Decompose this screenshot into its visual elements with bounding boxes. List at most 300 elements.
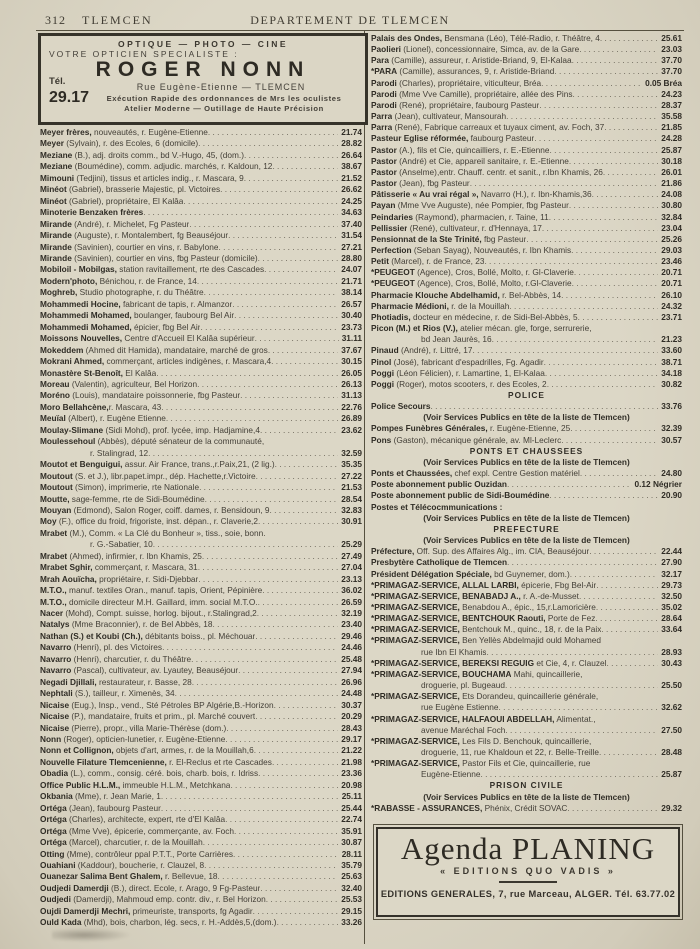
entry-name: Mimouni bbox=[40, 172, 75, 183]
directory-entry bbox=[371, 256, 682, 267]
phone-number: 32.50 bbox=[661, 590, 682, 601]
directory-entry bbox=[371, 669, 682, 680]
dot-leader bbox=[570, 569, 658, 580]
entry-detail: Ben Yellès Abdelmajid ould Mohamed bbox=[459, 635, 601, 646]
entry-name: Parra bbox=[371, 111, 393, 122]
entry-detail: (Simon), imprimerie, rte Nationale bbox=[72, 482, 200, 493]
optician-ad-name: ROGER NONN bbox=[95, 58, 311, 81]
entry-name: Nouvelle Filature Tlemcenienne, bbox=[40, 756, 167, 767]
entry-detail: (Mme), r. Jean Marie, 1 bbox=[72, 791, 161, 802]
directory-entry bbox=[371, 122, 682, 133]
dot-leader bbox=[202, 551, 338, 562]
page-number: 312 bbox=[45, 13, 66, 27]
entry-name: Obadia bbox=[40, 768, 69, 779]
directory-entry bbox=[371, 178, 682, 189]
optician-ad-categories: OPTIQUE — PHOTO — CINE bbox=[117, 39, 289, 49]
entry-name: Moutte, bbox=[40, 493, 70, 504]
agenda-ad bbox=[376, 827, 680, 917]
directory-entry bbox=[40, 448, 362, 459]
dot-leader bbox=[549, 212, 659, 223]
entry-detail: (André), r. Littré, 17 bbox=[398, 345, 473, 356]
directory-entry bbox=[371, 803, 682, 814]
entry-detail: r. G.-Sabatier, 10 bbox=[90, 539, 153, 550]
entry-name: Moulay-Slimane bbox=[40, 424, 104, 435]
directory-entry bbox=[371, 647, 682, 658]
directory-entry bbox=[40, 791, 362, 802]
phone-number: 21.71 bbox=[341, 275, 362, 286]
directory-entry bbox=[371, 55, 682, 66]
entry-detail: boulanger, faubourg Bel Air bbox=[131, 310, 235, 321]
dot-leader bbox=[580, 468, 658, 479]
directory-entry bbox=[40, 768, 362, 779]
phone-number: 22.76 bbox=[341, 401, 362, 412]
dot-leader bbox=[554, 66, 658, 77]
dot-leader bbox=[505, 680, 658, 691]
entry-name: Picon (M.) et Rios (V.), bbox=[371, 323, 458, 334]
phone-number: 21.85 bbox=[661, 122, 682, 133]
entry-detail: (P.), mandataire, fruits et prim., pl. Marché couvert bbox=[69, 711, 256, 722]
entry-name: M.T.O., bbox=[40, 585, 67, 596]
entry-detail: (Camille), assureur, r. Aristide-Briand, 9, El-Kalaa bbox=[389, 55, 572, 66]
phone-number: 32.83 bbox=[341, 504, 362, 515]
entry-detail: (Mhd), bois, charbon, lég. secs, r. H.-Addès,5,(dom.) bbox=[81, 917, 277, 928]
entry-detail: (Mme Vve Auguste), née Pompier, fbg Pasteur bbox=[395, 200, 569, 211]
directory-entry bbox=[40, 894, 362, 905]
phone-number: 30.87 bbox=[341, 837, 362, 848]
directory-entry bbox=[40, 539, 362, 550]
directory-entry bbox=[40, 574, 362, 585]
optician-ad-phone bbox=[49, 76, 89, 107]
entry-detail: domicile directeur M.H. Gaillard, imm. social M.T.O. bbox=[66, 596, 258, 607]
directory-entry bbox=[40, 459, 362, 470]
entry-detail: (B.), direct. Ecole, r. Arago, 9 Fg-Pasteur bbox=[108, 882, 261, 893]
optician-ad-address: Rue Eugène-Etienne — TLEMCEN bbox=[136, 82, 306, 92]
phone-number: 28.64 bbox=[661, 613, 682, 624]
entry-name: Poggi bbox=[371, 367, 395, 378]
entry-name: Ponts et Chaussées, bbox=[371, 468, 453, 479]
entry-name: Meziane bbox=[40, 149, 73, 160]
entry-name: Minoterie Benzaken frères bbox=[40, 207, 144, 218]
dot-leader bbox=[257, 608, 338, 619]
directory-entry bbox=[371, 714, 682, 725]
entry-name: Mohammedi Mohamed, bbox=[40, 321, 132, 332]
phone-number: 0.12 Négrier bbox=[634, 479, 682, 490]
entry-name: Ortéga bbox=[40, 837, 67, 848]
dot-leader bbox=[198, 574, 338, 585]
directory-entry bbox=[40, 631, 362, 642]
dot-leader bbox=[244, 173, 338, 184]
entry-name: Président Délégation Spéciale, bbox=[371, 568, 492, 579]
directory-entry bbox=[371, 591, 682, 602]
phone-number: 27.50 bbox=[661, 724, 682, 735]
directory-entry bbox=[371, 368, 682, 379]
optician-ad-service1: Exécution Rapide des ordonnances de Mrs les oculistes bbox=[106, 93, 342, 103]
entry-detail: (S. et J.), libr.papet.impr., dép. Hachette,r.Victoire bbox=[72, 470, 256, 481]
cross-reference-note: (Voir Services Publics en tête de la liste de Tlemcen) bbox=[423, 535, 630, 546]
entry-name: Poggi bbox=[371, 378, 395, 389]
header-rule bbox=[36, 30, 684, 31]
entry-name: Natalys bbox=[40, 619, 70, 630]
directory-entry bbox=[40, 299, 362, 310]
phone-number: 26.89 bbox=[341, 413, 362, 424]
dot-leader bbox=[208, 127, 338, 138]
entry-detail: (Camille), assurances, 9, r. Aristide-Briand bbox=[397, 66, 555, 77]
agenda-ad-title: Agenda PLANING bbox=[400, 831, 656, 866]
dot-leader bbox=[253, 906, 339, 917]
phone-number: 28.80 bbox=[341, 252, 362, 263]
entry-name: Mrabet Sghir, bbox=[40, 562, 93, 573]
phone-number: 23.40 bbox=[341, 619, 362, 630]
directory-entry bbox=[371, 769, 682, 780]
optician-ad-service2: Atelier Moderne — Outillage de Haute Précision bbox=[124, 104, 324, 113]
entry-name: Presbytère Catholique de Tlemcen bbox=[371, 557, 508, 568]
page-department: DEPARTEMENT DE TLEMCEN bbox=[250, 13, 450, 27]
phone-number: 38.14 bbox=[341, 287, 362, 298]
cross-reference-note: (Voir Services Publics en tête de la liste de Tlemcen) bbox=[423, 791, 630, 802]
phone-number: 24.23 bbox=[661, 88, 682, 99]
entry-name: Minéot bbox=[40, 195, 67, 206]
entry-detail: (A.), fils et Cie, quincailliers, r. E.-Etienne bbox=[396, 144, 550, 155]
entry-detail: sage-femme, rte de Sidi-Boumédine bbox=[69, 493, 205, 504]
entry-detail: (René), cultivateur, r. d'Hennaya, 17 bbox=[407, 222, 542, 233]
entry-detail: (Mme), contrôleur ppal P.T.T., Porte Carrières bbox=[64, 848, 234, 859]
entry-detail: (André), r. Michelet, Fg Pasteur bbox=[71, 218, 190, 229]
directory-entry bbox=[40, 219, 362, 230]
dot-leader bbox=[161, 791, 339, 802]
phone-number: 37.67 bbox=[341, 344, 362, 355]
directory-entry bbox=[40, 803, 362, 814]
entry-name: Otting bbox=[40, 848, 65, 859]
directory-entry bbox=[40, 494, 362, 505]
dot-leader bbox=[213, 619, 339, 630]
directory-entry bbox=[371, 301, 682, 312]
phone-number: 30.18 bbox=[661, 155, 682, 166]
directory-entry bbox=[371, 200, 682, 211]
directory-entry bbox=[40, 276, 362, 287]
dot-leader bbox=[218, 871, 339, 882]
dot-leader bbox=[574, 267, 658, 278]
dot-leader bbox=[275, 459, 339, 470]
entry-name: Navarro bbox=[40, 665, 72, 676]
dot-leader bbox=[561, 435, 658, 446]
entry-name: M.T.O., bbox=[40, 596, 67, 607]
page-header bbox=[0, 13, 700, 29]
directory-entry bbox=[40, 356, 362, 367]
dot-leader bbox=[499, 702, 659, 713]
dot-leader bbox=[604, 122, 658, 133]
dot-leader bbox=[204, 860, 338, 871]
directory-entry bbox=[371, 635, 682, 646]
directory-entry bbox=[371, 111, 682, 122]
directory-entry bbox=[371, 702, 682, 713]
entry-name: Paolieri bbox=[371, 44, 401, 55]
directory-entry bbox=[40, 471, 362, 482]
entry-name: *PRIMAGAZ-SERVICE, bbox=[371, 624, 460, 635]
dot-leader bbox=[596, 580, 658, 591]
dot-leader bbox=[175, 688, 339, 699]
dot-leader bbox=[270, 505, 339, 516]
phone-number: 32.40 bbox=[341, 882, 362, 893]
directory-entry bbox=[371, 546, 682, 557]
entry-name: Pinaud bbox=[371, 345, 399, 356]
directory-entry bbox=[371, 290, 682, 301]
dot-leader bbox=[226, 723, 338, 734]
phone-number: 25.29 bbox=[341, 539, 362, 550]
directory-entry bbox=[40, 242, 362, 253]
directory-entry bbox=[40, 814, 362, 825]
entry-detail: primeuriste, transports, fg Agadir bbox=[130, 905, 253, 916]
phone-number: 34.63 bbox=[341, 207, 362, 218]
entry-detail: Les Fils D. Benchouk, quincaillerie, bbox=[459, 735, 592, 746]
entry-name: Negadi Djillali, bbox=[40, 676, 97, 687]
entry-name: Mirande bbox=[40, 218, 72, 229]
entry-name: Pastor bbox=[371, 155, 397, 166]
entry-name: *PRIMAGAZ-SERVICE, BEREKSI REGUIG bbox=[371, 657, 535, 668]
phone-number: 32.59 bbox=[341, 447, 362, 458]
dot-leader bbox=[234, 826, 338, 837]
dot-leader bbox=[166, 413, 338, 424]
phone-number: 32.62 bbox=[661, 702, 682, 713]
entry-detail: Benabdou A., épic., 15,r.Lamoricière bbox=[459, 601, 596, 612]
entry-name: Ouahiani bbox=[40, 860, 76, 870]
entry-detail: (Lionel), concessionnaire, Simca, av. de la Gare bbox=[400, 44, 580, 55]
entry-detail: droguerie, 11, rue Khaldoun et 22, r. Belle-Treille bbox=[421, 747, 600, 757]
entry-detail: (Mme Vve), épicerie, commerçante, av. Foch bbox=[66, 825, 234, 836]
directory-entry bbox=[40, 345, 362, 356]
phone-number: 26.05 bbox=[341, 367, 362, 378]
page-city: TLEMCEN bbox=[82, 13, 153, 27]
dot-leader bbox=[225, 734, 338, 745]
entry-detail: (Roger), opticien-lunetier, r. Eugène-Etienne bbox=[61, 734, 226, 745]
entry-name: Parodi bbox=[371, 99, 397, 110]
phone-number: 23.62 bbox=[341, 424, 362, 435]
phone-number: 28.93 bbox=[661, 646, 682, 657]
entry-detail: (Agence), Cros, Bollé, Molto, r. Gl-Claverie bbox=[414, 267, 574, 278]
entry-name: Para bbox=[371, 55, 389, 66]
dot-leader bbox=[542, 223, 658, 234]
phone-number: 24.08 bbox=[661, 189, 682, 200]
entry-detail: (Henri), pl. des Victoires bbox=[71, 642, 163, 653]
directory-entry bbox=[40, 482, 362, 493]
dot-leader bbox=[148, 448, 338, 459]
entry-name: Pensionnat de la Ste Trinité, bbox=[371, 233, 482, 244]
phone-number: 20.71 bbox=[661, 278, 682, 289]
directory-entry bbox=[40, 551, 362, 562]
entry-detail: (Marcel), charcutier, r. de la Mouillah bbox=[66, 837, 203, 848]
entry-name: Mohammedi Hocine, bbox=[40, 298, 121, 309]
entry-detail: (Damerdji), Mahmoud emp. contr. div., r. Bel Horizon bbox=[70, 894, 266, 905]
phone-number: 29.17 bbox=[341, 734, 362, 745]
entry-detail: (Charles), propriétaire, viticulteur, Bréa bbox=[396, 77, 542, 88]
entry-detail: El Kalâa bbox=[122, 367, 157, 378]
phone-number: 26.10 bbox=[661, 289, 682, 300]
entry-detail: Bénichou, r. de France, 14 bbox=[97, 275, 197, 286]
dot-leader bbox=[258, 516, 338, 527]
phone-number: 27.94 bbox=[341, 665, 362, 676]
phone-number: 21.98 bbox=[341, 756, 362, 767]
entry-detail: chef expl. Centre Gestion matériel bbox=[452, 468, 580, 479]
directory-entry bbox=[371, 580, 682, 591]
phone-number: 23.36 bbox=[341, 768, 362, 779]
entry-name: Parra bbox=[371, 122, 393, 133]
phone-number: 20.98 bbox=[341, 779, 362, 790]
entry-name: Pastor bbox=[371, 144, 397, 155]
dot-leader bbox=[205, 494, 339, 505]
directory-entry bbox=[40, 436, 362, 447]
entry-name: Okbania bbox=[40, 791, 73, 802]
entry-detail: r. Eugène-Etienne, 25 bbox=[487, 423, 571, 434]
directory-entry bbox=[371, 89, 682, 100]
dot-leader bbox=[240, 390, 338, 401]
entry-name: Moulessehoul bbox=[40, 436, 96, 447]
directory-entry bbox=[40, 734, 362, 745]
entry-name: Pompes Funèbres Générales, bbox=[371, 423, 488, 434]
entry-detail: bd Jean Jaurès, 16 bbox=[421, 334, 492, 345]
entry-name: Nonn et Collignon, bbox=[40, 745, 114, 756]
directory-entry bbox=[40, 173, 362, 184]
phone-number: 31.11 bbox=[341, 333, 362, 344]
entry-detail: et Cie, 4, r. Clauzel bbox=[534, 657, 607, 668]
entry-name: Peindaries bbox=[371, 211, 413, 222]
dot-leader bbox=[569, 156, 658, 167]
directory-entry bbox=[40, 711, 362, 722]
phone-number: 32.17 bbox=[661, 568, 682, 579]
entry-name: Navarro bbox=[40, 653, 72, 664]
dot-leader bbox=[233, 849, 339, 860]
dot-leader bbox=[156, 368, 338, 379]
entry-name: Nicaise bbox=[40, 722, 70, 733]
phone-number: 29.46 bbox=[341, 630, 362, 641]
phone-number: 22.74 bbox=[341, 814, 362, 825]
directory-entry bbox=[40, 642, 362, 653]
directory-entry bbox=[371, 423, 682, 434]
directory-entry bbox=[40, 368, 362, 379]
entry-detail: (Pascal), cultivateur, av. Lyautey, Beauséjour bbox=[71, 665, 239, 676]
directory-entry bbox=[40, 253, 362, 264]
entry-name: Mirande bbox=[40, 230, 72, 241]
dot-leader bbox=[258, 253, 339, 264]
phone-number: 30.15 bbox=[341, 356, 362, 367]
directory-entry bbox=[371, 245, 682, 256]
entry-name: *PRIMAGAZ-SERVICE, HALFAOUI ABDELLAH, bbox=[371, 713, 555, 724]
directory-entry bbox=[40, 688, 362, 699]
dot-leader bbox=[578, 312, 659, 323]
entry-name: Meziane bbox=[40, 161, 73, 172]
dot-leader bbox=[549, 490, 658, 501]
entry-name: Nicaise bbox=[40, 699, 70, 710]
entry-detail: (Seban Sayag), Nouveautés, r. Ibn Khamis bbox=[411, 244, 572, 255]
dot-leader bbox=[225, 814, 338, 825]
entry-detail: (Mme Vve Camille), propriétaire, allée des Pins bbox=[396, 88, 573, 99]
directory-entry bbox=[371, 624, 682, 635]
entry-detail: Bensmana (Léo), Télé-Radio, r. Théâtre, 4 bbox=[442, 33, 600, 43]
directory-entry bbox=[40, 723, 362, 734]
directory-entry bbox=[40, 883, 362, 894]
entry-detail: (Roger), motos scooters, r. des Ecoles, 2 bbox=[394, 378, 547, 389]
directory-entry bbox=[371, 334, 682, 345]
entry-detail: (Ahmed), infirmier, r. Ibn Khamis, 25 bbox=[67, 550, 202, 561]
dot-leader bbox=[572, 55, 659, 66]
phone-number: 22.44 bbox=[661, 546, 682, 557]
entry-detail: épicier, fbg Bel Air bbox=[131, 321, 201, 332]
entry-name: Pâtisserie « Au vrai régal », bbox=[371, 189, 479, 200]
phone-number: 35.58 bbox=[661, 111, 682, 122]
entry-name: Office Public H.L.M., bbox=[40, 779, 121, 790]
phone-label: Tél. bbox=[49, 76, 66, 87]
dot-leader bbox=[470, 178, 659, 189]
entry-detail: (Mme Braconnier), r. de Bel Abbès, 18 bbox=[69, 619, 213, 630]
entry-detail: r. El-Reclus et rte Cascades bbox=[166, 756, 272, 767]
entry-detail: droguerie, pl. Bugeaud bbox=[421, 680, 505, 691]
dot-leader bbox=[569, 200, 658, 211]
directory-entry bbox=[371, 267, 682, 278]
entry-name: *PRIMAGAZ-SERVICE, ALLAL LARBI, bbox=[371, 579, 519, 590]
entry-name: Police Secours bbox=[371, 401, 431, 412]
phone-number: 30.40 bbox=[341, 310, 362, 321]
dot-leader bbox=[274, 700, 339, 711]
entry-detail: restaurateur, r. Basse, 28 bbox=[96, 676, 192, 687]
entry-detail: (Louis), mandataire poissonnerie, fbg Pasteur bbox=[69, 390, 241, 401]
entry-name: Mrabet bbox=[40, 527, 68, 538]
dot-leader bbox=[254, 745, 339, 756]
phone-number: 35.02 bbox=[661, 601, 682, 612]
entry-detail: rue Ibn El Khamis bbox=[421, 646, 487, 657]
dot-leader bbox=[505, 725, 658, 736]
entry-detail: (Jean), faubourg Pasteur bbox=[66, 802, 161, 813]
dot-leader bbox=[183, 196, 338, 207]
phone-number: 30.57 bbox=[661, 434, 682, 445]
phone-number: 24.07 bbox=[341, 264, 362, 275]
entry-name: Moro Bellahcène, bbox=[40, 401, 109, 412]
entry-detail: (Marcel), r. de France, 23 bbox=[388, 256, 485, 267]
phone-number: 33.76 bbox=[661, 401, 682, 412]
entry-name: Moutot et Benguigui, bbox=[40, 459, 123, 470]
dot-leader bbox=[603, 167, 658, 178]
entry-name: Postes et Télécocmmunications : bbox=[371, 501, 503, 512]
directory-entry bbox=[371, 490, 682, 501]
entry-detail: avenue Maréchal Foch bbox=[421, 724, 506, 735]
dot-leader bbox=[255, 333, 339, 344]
entry-detail: (Auguste), r. Montalembert, fg Beauséjour bbox=[71, 230, 229, 241]
entry-name: Mrah Aouïcha, bbox=[40, 573, 97, 584]
dot-leader bbox=[260, 425, 338, 436]
directory-entry bbox=[371, 189, 682, 200]
phone-number: 35.79 bbox=[341, 860, 362, 870]
section-header: PRISON CIVILE bbox=[489, 780, 564, 791]
entry-name: Nephtali bbox=[40, 688, 73, 699]
dot-leader bbox=[197, 379, 338, 390]
directory-entry bbox=[371, 747, 682, 758]
dot-leader bbox=[507, 557, 658, 568]
entry-detail: (Edmond), Salon Roger, coiff. dames, r. Bensidoun, 9 bbox=[71, 504, 270, 515]
dot-leader bbox=[272, 161, 338, 172]
entry-detail: Studio photographe, r. du Théâtre bbox=[77, 287, 204, 298]
dot-leader bbox=[472, 345, 658, 356]
phone-number: 37.40 bbox=[341, 218, 362, 229]
directory-entry bbox=[371, 401, 682, 412]
entry-name: Payan bbox=[371, 200, 396, 211]
phone-number: 24.48 bbox=[341, 688, 362, 699]
entry-detail: Porte de Fez bbox=[545, 613, 596, 624]
dot-leader bbox=[277, 917, 339, 928]
dot-leader bbox=[573, 89, 659, 100]
directory-entry bbox=[40, 505, 362, 516]
dot-leader bbox=[200, 322, 338, 333]
directory-entry bbox=[371, 602, 682, 613]
entry-name: Ouanezar Salima Bent Ghalem, bbox=[40, 871, 163, 882]
entry-name: Nacer bbox=[40, 608, 64, 619]
dot-leader bbox=[258, 768, 338, 779]
